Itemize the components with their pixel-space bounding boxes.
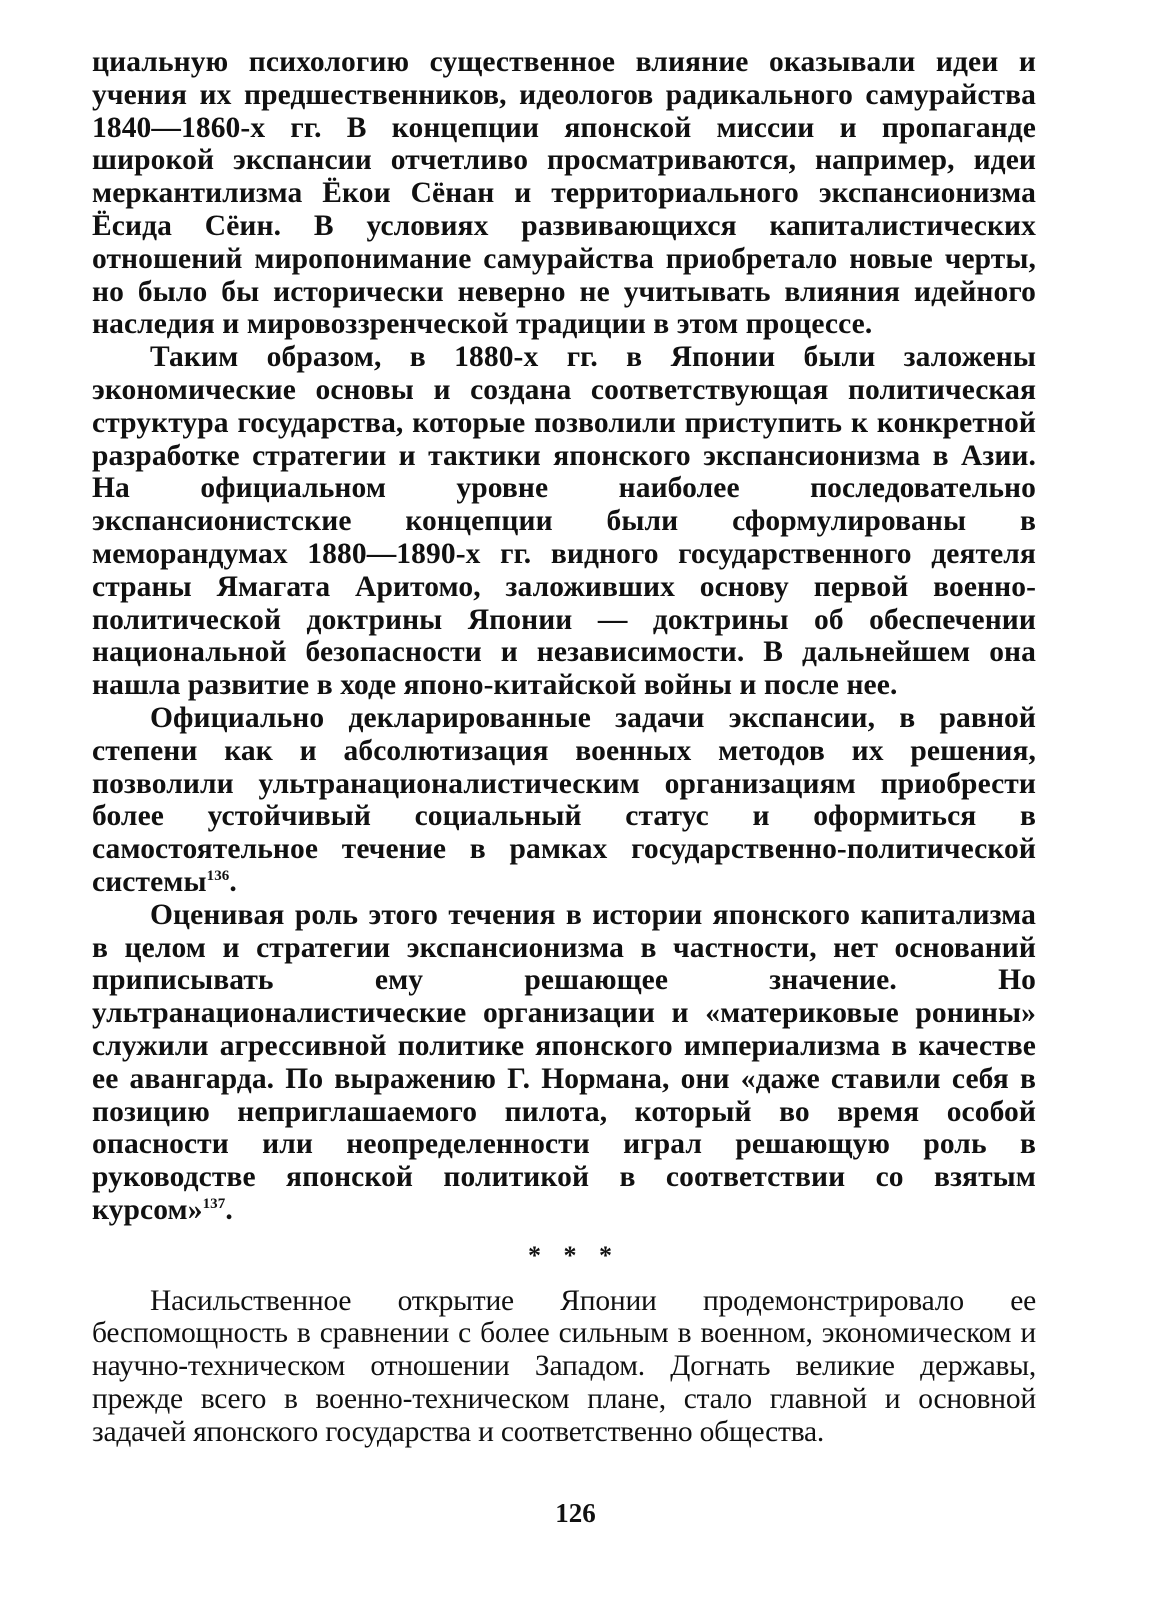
paragraph-4-text: Оценивая роль этого течения в истории японского капитализма в целом и стратегии экспансионизма в частности, нет оснований приписывать ему решающее значение. Но ультранационалистические организации и «материковые ронины» служили агрессивной политике японского империализма в качестве ее авангарда. По выражению Г. Нормана, они «даже ставили себя в позицию неприглашаемого пилота, который во время особой опасности или неопределенности играл решающую роль в руководстве японской политикой в соответствии со взятым курсом» [92, 898, 1036, 1226]
paragraph-1-text: циальную психологию существенное влияние оказывали идеи и учения их предшественников, идеологов радикального самурайства 1840—1860-х гг. В концепции японской миссии и пропаганде широкой экспансии отчетливо просматриваются, например, идеи меркантилизма Ёкои Сёнан и территориального экспансионизма Ёсида Сёин. В условиях развивающихся капиталистических отношений миропонимание самурайства приобретало новые черты, но было бы исторически неверно не учитывать влияния идейного наследия и мировоззренческой традиции в этом процессе. [92, 46, 1036, 341]
footnote-ref-136: 136 [206, 867, 230, 884]
paragraph-1 [92, 46, 1036, 341]
paragraph-3-tail: . [229, 865, 237, 898]
paragraph-4-tail: . [225, 1193, 233, 1226]
paragraph-4 [92, 899, 1036, 1227]
footnote-ref-137: 137 [202, 1195, 226, 1212]
paragraph-3-text: Официально декларированные задачи экспансии, в равной степени как и абсолютизация военных методов их решения, позволили ультранационалистическим организациям приобрести более устойчивый социальный статус и оформиться в самостоятельное течение в рамках государственно-политической системы [92, 701, 1036, 898]
page-number: 126 [555, 1498, 596, 1528]
page-body [92, 46, 1036, 1449]
paragraph-final-text: Насильственное открытие Японии продемонстрировало ее беспомощность в сравнении с более сильным в военном, экономическом и научно-техническом отношении Западом. Догнать великие державы, прежде всего в военно-техническом плане, стало главной и основной задачей японского государства и соответственно общества. [92, 1284, 1036, 1448]
paragraph-2 [92, 341, 1036, 702]
paragraph-3 [92, 702, 1036, 899]
paragraph-2-text: Таким образом, в 1880-х гг. в Японии были заложены экономические основы и создана соответствующая политическая структура государства, которые позволили приступить к конкретной разработке стратегии и тактики японского экспансионизма в Азии. На официальном уровне наиболее последовательно экспансионистские концепции были сформулированы в меморандумах 1880—1890-х гг. видного государственного деятеля страны Ямагата Аритомо, заложивших основу первой военно-политической доктрины Японии — доктрины об обеспечении национальной безопасности и независимости. В дальнейшем она нашла развитие в ходе японо-китайской войны и после нее. [92, 341, 1036, 702]
paragraph-final [92, 1285, 1036, 1449]
section-separator: * * * [528, 1240, 620, 1270]
